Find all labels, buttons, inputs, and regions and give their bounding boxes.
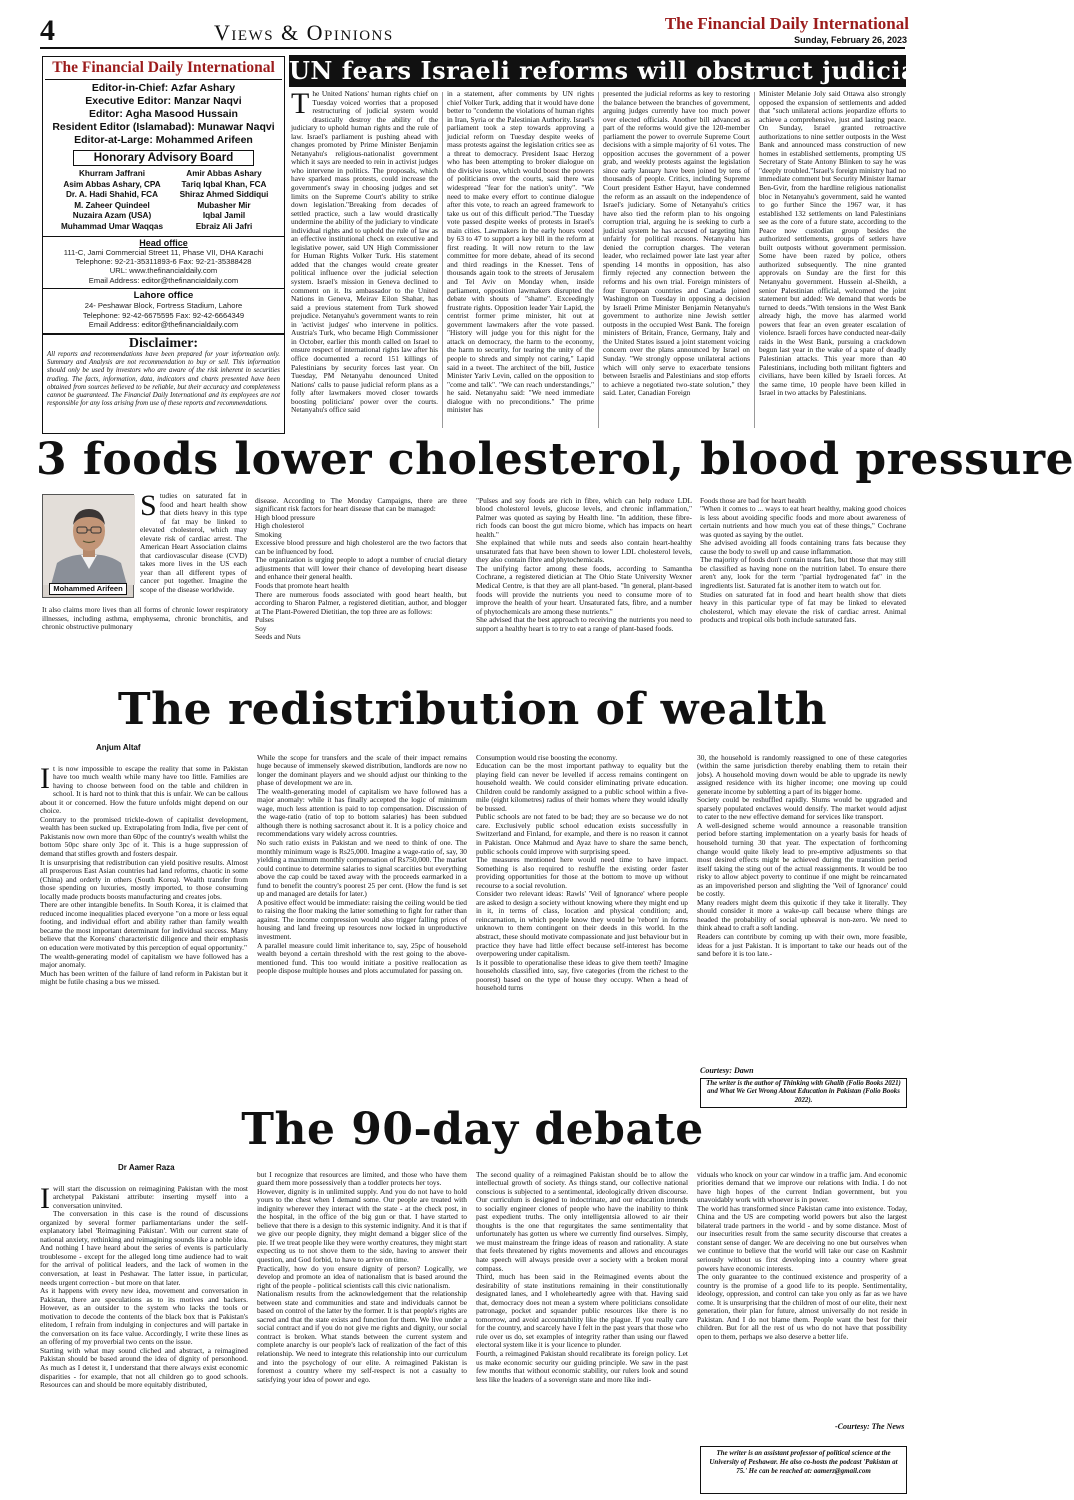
article3-text: Consumption would rise boosting the economy. Education can be the most important pathway to equality but the playing field can never be levelled if access remains contingent on household wealth. We could consider eliminating private education. Children could be randomly assigned to a public school within a five-mile (eight kilometres) radius of their homes where they would ideally be bussed. Public schools are not fated to be bad; they are so because we do not care. Exclusively public school education exists successfully in Switzerland and Finland, for example, and there is no reason it cannot in Pakistan. Once Mahmud and Ayaz have to share the same bench, public schools could improve with surprising speed. The measures mentioned here would need time to have impact. Something is also required to reshuffle the existing order faster providing opportunities for those at the bottom to move up without recourse to a social revolution. Consider two relevant ideas: Rawls' 'Veil of Ignorance' where people are asked to design a society without knowing where they might end up in it, in terms of class, location and physical condition; and, reincarnation, in which people know they would be 'reborn' in forms unknown to them contingent on their deeds in this world. In the abstract, these should motivate compassionate and just behaviour but in practice they have had little effect because self-interest has become overpowering under capitalism. Is it possible to operationalise these ideas to give them teeth? Imagine households classified into, say, five categories (from the richest to the poorest) based on the type of house they occupy. When a head of household turns xyxy=(476,752,688,993)
advisor-name: M. Zaheer Quindeel xyxy=(74,200,150,210)
advisor-name: Ebraiz Ali Jafri xyxy=(195,221,253,231)
advisor-name: Nuzaira Azam (USA) xyxy=(72,211,152,221)
article2-text: Foods those are bad for heart health "When it comes to ... ways to eat heart healthy, making good choices is less about avoiding specific foods and more about awareness of certain nutrients and how much you eat of these things," Cochrane was quoted as saying by the outlet. She advised avoiding all foods containing trans fats because they cause the body to swell up and cause inflammation. The majority of foods don't contain trans fats, but those that may still be classified as having none on the nutrition label. To ensure there aren't any, look for the term "partial hydrogenated fat" in the ingredients list. Saturated fat is another item to watch out for. Studies on saturated fat in food and heart health show that diets heavy in this particular type of fat may be linked to elevated cholesterol, which may elevate the risk of cardiac arrest. Animal products and tropical oils both include saturated fats. xyxy=(700,495,906,625)
article4-text: viduals who knock on your car window in a traffic jam. And economic priorities demand that we improve our relations with India. I do not have high hopes of the current Indian government, but you unavoidably work with whoever is in power. The world has transformed since Pakistan came into existence. Today, China and the US are competing world powers but also the largest bilateral trade partners in the world - and by some distance. Most of our insecurities result from the same security discourse that creates a constant sense of danger. We are deceiving no one but ourselves when we continue to believe that the world will take our case on Kashmir seriously without us first developing into a country where great powers have economic interests. The only guarantee to the continued existence and prosperity of a country is the promise of a good life to its people. Sentimentality, ideology, oppression, and control can take you only as far as we have come. It is unsurprising that the children of most of our elite, their next generation, their plan for future, almost universally do not reside in Pakistan. And I do not blame them. People want the best for their children. But for all the rest of us who do not have that possibility open to them, perhaps we also deserve a better life. xyxy=(697,1169,907,1341)
editor-line: Editor: Agha Masood Hussain xyxy=(89,108,238,120)
article4-headline[interactable]: The 90-day debate xyxy=(241,1104,704,1155)
advisor-name: Iqbal Jamil xyxy=(202,211,246,221)
editor-line: Editor-at-Large: Mohammed Arifeen xyxy=(74,134,253,146)
article2-text: tudies on saturated fat in food and heart health show that diets heavy in this type of fat may be linked to elevated cholesterol, which may elevate risk of cardiac arrest. The American Heart Association claims that cardiovascular disease (CVD) takes more lives in the US each year than all different types of cancer put together. Imagine the scope of the disease worldwide. xyxy=(140,491,247,595)
article4-text: will start the discussion on reimagining Pakistan with the most archetypal Pakistani attribute: inserting myself into a conversation uninvited. The conversation in this case is the round of discussions organized by several former parliamentarians under the self-explanatory label 'Reimagining Pakistan'. With our current state of national anxiety, rethinking and reimagining sounds like a noble idea. And nothing I have heard about the series of events is particularly troublesome - except for the alleged long time audience had to wait for the arrival of political leaders, and the lack of women in the conversation, at least in Peshawar. The latter issue, in particular, needs urgent correction - but more on that later. As it happens with every new idea, movement and conversation in Pakistan, there are speculations as to its motives and backers. However, as an outsider to the system who lacks the tools or motivation to decode the contents of the black box that is Pakistan's elitedom, I refrain from indulging in conjectures and will partake in the conversation on its face value. Accordingly, I write these lines as an offering of my proverbial two cents on the issue. Starting with what may sound cliched and abstract, a reimagined Pakistan should be based around the idea of dignity of personhood. As much as I detest it, I understand that there always exist economic disparities - for example, that not all children go to good schools. Resources can and should be more equitably distributed, xyxy=(40,1183,248,1390)
article4-author-note: The writer is an assistant professor of political science at the University of Peshawar. He also co-hosts the podcast 'Pakistan at 75.' He can be reached at: aamerz@gmail.com xyxy=(709,1449,898,1475)
advisor-name: Shiraz Ahmed Siddiqui xyxy=(179,190,269,200)
article3-col3 xyxy=(476,745,688,1100)
article4-author-note-box xyxy=(700,1446,907,1494)
advisor-name: Mubasher Mir xyxy=(197,200,251,210)
article2-col1b xyxy=(42,606,248,668)
article4-col2 xyxy=(257,1162,467,1492)
header-rule xyxy=(40,47,905,49)
article2-col2 xyxy=(255,488,467,668)
lahore-office-title: Lahore office xyxy=(133,290,194,302)
advisory-left xyxy=(53,169,171,233)
article2-text: "Pulses and soy foods are rich in fibre, which can help reduce LDL blood cholesterol levels, glucose levels, and chronic inflammation," Palmer was quoted as saying by Health line. "In addition, these fibre-rich foods can boost the gut micro biome, which has impacts on heart health." She explained that while nuts and seeds also contain heart-healthy unsaturated fats that have been shown to lower LDL cholesterol levels, they also contain fibre and phytochemicals. The unifying factor among these foods, according to Samantha Cochrane, a registered dietician at The Ohio State University Wexner Medical Centre, is that they are all plant-based. "In general, plant-based foods will provide the nutrients you need to consume more of to improve the health of your heart. Unsaturated fats, fibre, and a number of phytochemicals are among these nutrients." She advised that the best approach to receiving the nutrients you need to support a healthy heart is to try to eat a range of plant-based foods. xyxy=(476,495,692,633)
article3-col2 xyxy=(257,745,467,1100)
section-title: Views & Opinions xyxy=(214,20,394,45)
article3-col1 xyxy=(40,756,248,1100)
article4-courtesy: -Courtesy: The News xyxy=(835,1422,905,1431)
article3-text: 30, the household is randomly reassigned to one of these categories (within the same jurisdiction thereby enabling them to retain their jobs). A household moving down would be able to upgrade its newly assigned residence with its higher income; one moving up could generate income by subletting a part of its bigger home. Society could be reshuffled rapidly. Slums would be upgraded and sparsely populated enclaves would densify. The market would adjust to cater to the new effective demand for services like transport. A well-designed scheme would announce a reasonable transition period before starting implementation on a yearly basis for heads of household turning 30 that year. The expectation of forthcoming change would quite likely lead to pre-emptive adjustments so that most desired effects might be achieved during the transition period itself taking the sting out of the actual reassignments. It would be too risky to allow abject poverty to continue if one might be reincarnated as an impoverished person and slighting the 'Veil of Ignorance' could be costly. Many readers might deem this quixotic if they take it literally. They should consider it more a wake-up call because where things are headed the probability of social upheaval is non-zero. We need to think ahead to craft a soft landing. Readers can contribute by coming up with their own, more feasible, ideas for a just Pakistan. It is important to take our heads out of the sand before it is too late.- xyxy=(697,752,907,959)
article1-col1 xyxy=(291,87,438,428)
dropcap: T xyxy=(291,87,310,120)
page-number: 4 xyxy=(40,14,55,47)
advisor-name: Dr. A. Hadi Shahid, FCA xyxy=(65,190,159,200)
dropcap: I xyxy=(40,761,50,795)
website-link[interactable]: URL: www.thefinancialdaily.com xyxy=(109,266,218,276)
article1-text: in a statement, after comments by UN rights chief Volker Turk, adding that it would have done better to "condemn the violations of human rights in Iran, Syria or the Palestinian Authority. Israel's parliament took a step towards approving a judicial reform on Tuesday despite weeks of mass protests against the legislation critics see as a threat to democracy. President Isaac Herzog who has been attempting to broker dialogue on the divisive issue, which would boost the powers of politicians over the courts, said there was widespread "fear for the nation's unity". "We need to make every effort to continue dialogue after this vote, to reach an agreed framework to take us out of this difficult period."The Tuesday vote passed despite weeks of protests in Israel's main cities. Lawmakers in the early hours voted by 63 to 47 to support a key bill in the reform at first reading. It will now return to the law committee for more debate, ahead of its second and third readings in the Knesset. Tens of thousands again took to the streets of Jerusalem and Tel Aviv on Monday when, inside parliament, opposition lawmakers disrupted the debate with shouts of "shame". Exceedingly frustrate rights. Opposition leader Yair Lapid, the centrist former prime minister, hit out at government lawmakers after the vote passed. "History will judge you for this night for the attack on democracy, the harm to the economy, the harm to security, for tearing the unity of the people to shreds and simply not caring," Lapid said in a tweet. The architect of the bill, Justice Minister Yariv Levin, called on the opposition to "come and talk". "We can reach understandings," he said. Netanyahu said: "We need immediate dialogue with no preconditions." The prime minister has xyxy=(447,89,594,415)
advisor-name: Amir Abbas Ashary xyxy=(186,169,262,178)
disclaimer-text: All reports and recommendations have been prepared for your information only. Summary and Analysis are not recommendation to buy or sell. This information should only be used by investors who are aware of the risk inherent in securities trading. The facts, information, data, indicators and charts presented have been obtained from sources believed to be reliable, but their accuracy and completeness cannot be guaranteed. The Financial Daily International and its employees are not responsible for any loss arising from use of these reports and recommendations. xyxy=(47,351,280,408)
address-line: 111-C, Jami Commercial Street 11, Phase VII, DHA Karachi xyxy=(63,247,264,257)
article3-byline: Anjum Altaf xyxy=(96,743,141,752)
article3-author-note-box xyxy=(700,1078,907,1108)
head-office-title: Head office xyxy=(139,237,188,248)
dropcap: I xyxy=(40,1181,50,1215)
author-portrait-image xyxy=(43,495,135,585)
article3-text: While the scope for transfers and the scale of their impact remains huge because of immensely skewed distribution, landlords are now no longer the dominant players and we should adjust our thinking to the phase of development we are in. The wealth-generating model of capitalism we have followed has a major anomaly: while it has finally accepted the logic of minimum wage, much less attention is paid to top compensation. Discussion of the wage-ratio (ratio of top to bottom salaries) has been subdued although there is nothing sacrosanct about it. It is a policy choice and recommendations vary widely across countries. No such ratio exists in Pakistan and we need to think of one. The monthly minimum wage is Rs25,000. Imagine a wage-ratio of, say, 30 yielding a maximum monthly compensation of Rs750,000. The market could continue to determine salaries to signal scarcities but everything above the cap could be taxed away with the proceeds earmarked in a fund to benefit the country's poorest 25 per cent. (How the fund is set up and managed are details for later.) A positive effect would be immediate: raising the ceiling would be tied to raising the floor making the latter something to fight for rather than against. The income compression would also trigger falling prices of housing and land freeing up resources now locked in unproductive investment. A parallel measure could limit inheritance to, say, 25pc of household wealth beyond a certain threshold with the rest going to the above-mentioned fund. This too would initiate a positive reallocation as people dispose multiple houses and plots accumulated for passing on. xyxy=(257,752,467,976)
email-link[interactable]: Email Address: editor@thefinancialdaily.com xyxy=(88,275,239,285)
disclaimer-title: Disclaimer: xyxy=(128,336,199,351)
advisor-name: Muhammad Umar Waqqas xyxy=(60,221,164,231)
article4-text: but I recognize that resources are limited, and those who have them guard them more possessively than a toddler protects her toys. However, dignity is in unlimited supply. And you do not have to hold yours to the chest when I demand some. Our people are treated with indignity wherever they interact with the state - at the check post, in the hospital, in the office of the big gun or that. I have started to believe that there is a design to this systemic indignity. And it is that if we give our people dignity, they might demand a bigger slice of the pie. If we treat people like they were worthy creatures, they might start expecting us to not shove them to the side, having to answer their question, and God forbid, to have to arrive on time. Practically, how do you ensure dignity of person? Logically, we develop and promote an idea of nationalism that is based around the right of the people - political scientists call this civic nationalism. Nationalism results from the acknowledgement that the relationship between state and communities and state and individuals cannot be based on control of the latter by the former. It is that people's rights are sacred and that the state exists and function for them. We live under a social contract and if you do not give me rights and dignity, our social contract is broken. What stands between the current system and complete anarchy is our people's lack of realization of the fact of this relationship. We need to integrate this relationship into our curriculum and into the psychology of our elite. A reimagined Pakistan is foremost a country where my self-respect is not a casualty to satisfying your idea of power and ego. xyxy=(257,1169,467,1384)
editor-line: Editor-in-Chief: Azfar Ashary xyxy=(91,82,236,94)
masthead-box xyxy=(42,56,285,334)
address-line: Telephone: 92-42-6675595 Fax: 92-42-6664349 xyxy=(82,310,245,320)
advisor-name: Tariq Iqbal Khan, FCA xyxy=(181,179,267,189)
article2-col4 xyxy=(700,488,906,668)
article1-text: Minister Melanie Joly said Ottawa also strongly opposed the expansion of settlements and added that "such unilateral actions jeopardize efforts to achieve a comprehensive, just and lasting peace. On Sunday, Israel granted retroactive authorizations to nine settler outposts in the West Bank and announced mass construction of new homes in established settlements, prompting US Secretary of State Antony Blinken to say he was "deeply troubled."Israel's foreign ministry had no immediate comment but Security Minister Itamar Ben-Gvir, from the hardline religious nationalist bloc in Netanyahu's government, said he wanted to go further Since the 1967 war, it has established 132 settlements on land Palestinians see as the core of a future state, according to the Peace now custodian group besides the authorized settlements, groups of setlers have built outposts without government permission. Some have been razed by police, others authorized subsequently. The nine granted approvals on Sunday are the first for this Netanyahu government. Hussein al-Sheikh, a senior Palestinian official, welcomed the joint statement but added: We demand that words be turned to deeds."With tensions in the West Bank already high, the move has alarmed world powers that fear an even greater escalation of violence. Israeli forces have conducted near-daily raids in the West Bank, pursuing a crackdown begun last year in the wake of a spate of deadly Palestinian attacks. This year more than 40 Palestinians, including both militant fighters and civilians, have been killed by Israeli forces. At the same time, 10 people have been killed in Israel in two attacks by Palestinians. xyxy=(759,89,906,398)
article4-col4 xyxy=(697,1162,907,1420)
dropcap: S xyxy=(140,489,157,522)
advisor-name: Khurram Jaffrani xyxy=(79,169,145,178)
article1-text: he United Nations' human rights chief on Tuesday voiced worries that a proposed restructuring of judicial system would drastically destroy the ability of the judiciary to uphold human rights and the rule of law. Israel's parliament is pushing ahead with changes promoted by Prime Minister Benjamin Netanyahu's religious-nationalist government which it says are needed to rein in activist judges who intervene in politics. The proposals, which have sparked mass protests, could increase the government's sway in choosing judges and set limits on the Supreme Court's ability to strike down legislation."Breaking from decades of settled practice, such a law would drastically undermine the ability of the judiciary to vindicate individual rights and to uphold the rule of law as an effective institutional check on executive and legislative power, said UN High Commissioner for Human Rights Volker Turk. His statement added that the changes would create greater political influence over the judicial selection system. Israel's mission in Geneva declined to comment on it. Its ambassador to the United Nations in Geneva, Meirav Eilon Shahar, has said a previous statement from Turk showed prejudice. Netanyahu's government wants to rein in 'activist judges' who intervene in politics. Austria's Turk, who became High Commissioner in October, earlier this month called on Israel to ensure respect of international rights law after his office documented a record 151 killings of Palestinians by security forces last year. On Tuesday, PM Netanyahu denounced United Nations' calls to pause judicial reform plans as a folly after lawmakers moved closer towards boosting politicians' power over the courts. Netanyahu's office said xyxy=(291,89,438,415)
article1-col4 xyxy=(759,90,906,428)
header-paper-name: The Financial Daily International xyxy=(664,14,909,33)
article3-col4 xyxy=(697,745,907,1065)
article3-headline[interactable]: The redistribution of wealth xyxy=(117,684,828,735)
article2-col1 xyxy=(140,489,247,608)
article2-text: disease. According to The Monday Campaigns, there are three significant risk factors for heart disease that can be managed: High blood pressure High cholesterol Smoking Excessive blood pressure and high cholesterol are the two factors that can be influenced by food. The organization is urging people to adopt a number of crucial dietary adjustments that will lower their chance of developing heart disease and enhance their general health. Foods that promote heart health There are numerous foods associated with good heart health, but according to Sharon Palmer, a registered dietitian, author, and blogger at The Plant-Powered Dietitian, the top three are as follows: Pulses Soy Seeds and Nuts xyxy=(255,495,467,642)
advisory-board xyxy=(43,166,284,233)
editor-line: Resident Editor (Islamabad): Munawar Naqvi xyxy=(52,121,275,133)
article1-col3 xyxy=(603,90,750,428)
article2-col3 xyxy=(476,488,692,668)
article3-text: t is now impossible to escape the reality that some in Pakistan have too much wealth while many have too little. Families are having to choose between food on the table and children in school. It is hard not to think that this is unfair. We can be callous about it or concerned. How the future unfolds might depend on our choice. Contrary to the promised trickle-down of capitalist development, wealth has been sucked up. Extrapolating from India, five per cent of Pakistanis now own more than 60pc of the country's wealth whilst the bottom 50pc share only 3pc of it. This is a huge suppression of demand that stifles growth and fosters despair. It is unsurprising that redistribution can yield positive results. Almost all prosperous East Asian countries had land reforms, chaotic in some (China) and orderly in others (South Korea). Wealth transfer from those spending on luxuries, mostly imported, to those consuming locally made products boosts manufacturing and creates jobs. There are other intangible benefits. In South Korea, it is claimed that reduced income inequalities placed everyone "on a more or less equal footing, and individual effort and ability rather than family wealth became the most important determinant for individual success. Many believe that the Koreans' characteristic diligence and their emphasis on education were motivated by this perception of equal opportunity." The wealth-generating model of capitalism we have followed has a major anomaly. Much has been written of the failure of land reform in Pakistan but it might be futile chasing a bus we missed. xyxy=(40,763,248,987)
advisory-board-title: Honorary Advisory Board xyxy=(73,150,254,166)
article4-col3 xyxy=(476,1162,688,1492)
article4-col1 xyxy=(40,1176,248,1492)
editor-list xyxy=(43,80,284,147)
article4-text: The second quality of a reimagined Pakistan should be to allow the intellectual growth of society. As things stand, our collective national conscious is subjected to a sentimental, ideologically driven discourse. Our curriculum is designed to indoctrinate, and our education intends to socially engineer clones of people who have the inability to think past expedient truths. The only intelligentsia allowed to air their thoughts is the one that regurgitates the same sentimentality that unfortunately has gotten us where we currently find ourselves. Simply, we must mainstream the fringe ideas of reason and rationality. A state that feels threatened by rights movements and allows and encourages hate speech will always preside over a society with a broken moral compass. Third, much has been said in the Reimagined events about the desirability of state institutions remaining in their constitutionally designated lanes, and I wholeheartedly agree with that. Having said that, democracy does not mean a system where politicians consolidate patronage, pocket and squander public resources like there is no tomorrow, and avoid accountability like the plague. If you really care for the country, and scarcely have I felt in the past years that those who rule over us do, set examples of integrity rather than using our flawed electoral system like it is your licence to plunder. Fourth, a reimagined Pakistan should recalibrate its foreign policy. Let us make economic security our guiding principle. We saw in the past few months that without economic stability, our rulers look and sound less like the leaders of a sovereign state and more like indi- xyxy=(476,1169,688,1384)
address-line: Telephone: 92-21-35311893-6 Fax: 92-21-35388428 xyxy=(75,256,252,266)
article2-headline[interactable]: 3 foods lower cholesterol, blood pressure xyxy=(36,434,1074,485)
advisory-right xyxy=(174,169,274,233)
article3-author-note: The writer is the author of Thinking with Ghalib (Folio Books 2021) and What We Get Wrong About Education in Pakistan (Folio Books 2022). xyxy=(706,1080,901,1104)
masthead-paper-name: The Financial Daily International xyxy=(45,59,282,80)
editor-line: Executive Editor: Manzar Naqvi xyxy=(85,95,242,107)
advisor-name: Asim Abbas Ashary, CPA xyxy=(63,179,161,189)
email-link[interactable]: Email Address: editor@thefinancialdaily.com xyxy=(88,320,239,329)
article1-col2 xyxy=(447,90,594,428)
article1-text: presented the judicial reforms as key to restoring the balance between the branches of government, arguing judges currently have too much power over elected officials. Another bill advanced as part of the reforms would give the 120-member parliament the power to overrule Supreme Court decisions with a simple majority of 61 votes. The opposition accuses the government of a power grab, and weekly protests against the legislation since early January have been joined by tens of thousands of people. Critics, including Supreme Court president Esther Hayut, have condemned the reform as an assault on the independence of Israel's judiciary. Some of Netanyahu's critics have also tied the reform plan to his ongoing corruption trial, arguing he is seeking to curb a judicial system he has accused of targeting him unfairly for political reasons. Netanyahu has denied the corruption charges. The veteran leader, who reclaimed power late last year after spending 14 months in opposition, has also firmly rejected any connection between the reforms and his own trial. Foreign ministers of four European countries and Canada joined Washington on Tuesday in opposing a decision by Israeli Prime Minister Benjamin Netanyahu's government to authorize nine Jewish settler outposts in the occupied West Bank. The foreign ministers of Britain, France, Germany, Italy and the United States issued a joint statement voicing concern over the plans announced by Israel on Sunday. "We strongly oppose unilateral actions which will only serve to exacerbate tensions between Israelis and Palestinians and stop efforts to achieve a negotiated two-state solution," they said. Later, Canadian Foreign xyxy=(603,89,750,398)
article3-courtesy: Courtesy: Dawn xyxy=(700,1066,754,1075)
article2-text: It also claims more lives than all forms of chronic lower respiratory illnesses, including asthma, emphysema, chronic bronchitis, and chronic obstructive pulmonary xyxy=(42,605,248,632)
article4-byline: Dr Aamer Raza xyxy=(118,1163,175,1172)
photo-caption: Mohammed Arifeen xyxy=(49,583,127,595)
disclaimer-box xyxy=(42,334,285,434)
address-line: 24- Peshawar Block, Fortress Stadium, Lahore xyxy=(84,301,243,311)
author-photo xyxy=(42,494,134,598)
header-date: Sunday, February 26, 2023 xyxy=(794,35,907,45)
article1-headline[interactable]: UN fears Israeli reforms will obstruct judiciary xyxy=(289,56,945,85)
